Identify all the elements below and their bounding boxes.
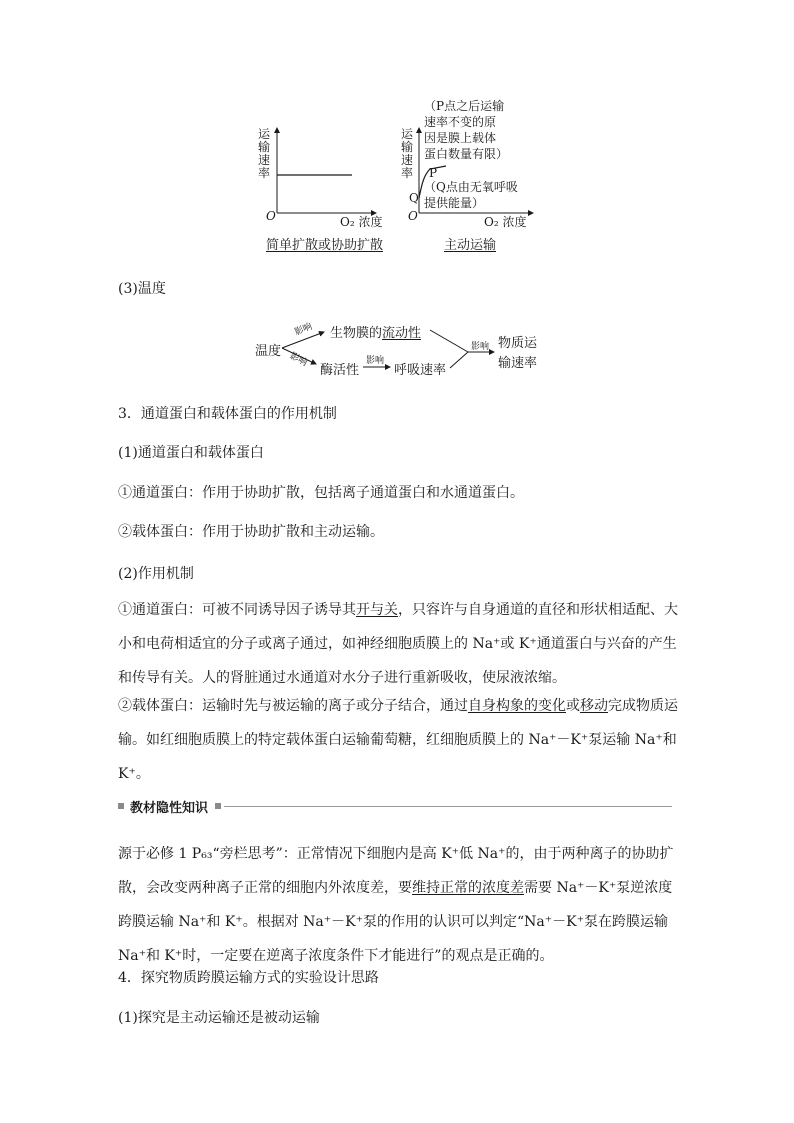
right-chart-caption: 主动运输 (444, 238, 497, 253)
right-chart-point-q: Q (409, 191, 419, 205)
section-temperature-title: (3)温度 (118, 281, 166, 297)
diagram-arrow-up-label: 影响 (293, 321, 314, 338)
paragraph-channel-protein-function: ①通道蛋白：作用于协助扩散，包括离子通道蛋白和水通道蛋白。 (118, 485, 524, 501)
diagram-respiration: 呼吸速率 (394, 363, 447, 378)
divider-right-square (215, 803, 221, 809)
arrow-respiration-to-result (450, 352, 468, 368)
diagram-enzyme: 酶活性 (320, 363, 360, 378)
heading-experiment-design: 4．探究物质跨膜运输方式的实验设计思路 (118, 970, 379, 986)
diagram-arrow-right-label: 影响 (471, 342, 490, 352)
heading-channel-carrier-mechanism: 3．通道蛋白和载体蛋白的作用机制 (118, 406, 337, 422)
right-chart-note-q: （Q点由无氧呼吸 提供能量） (424, 180, 518, 210)
diagram-temperature: 温度 (255, 344, 282, 359)
left-chart-y-label: 运输速率 (258, 127, 271, 180)
right-chart-x-label: O₂ 浓度 (484, 215, 527, 229)
left-chart-caption: 简单扩散或协助扩散 (266, 238, 384, 253)
right-chart-note-p: （P点之后运输 速率不变的原 因是膜上载体 蛋白数量有限） (424, 99, 509, 161)
right-chart-y-label: 运输速率 (401, 127, 414, 180)
diagram-result: 物质运 输速率 (498, 336, 538, 371)
subheading-channel-carrier: (1)通道蛋白和载体蛋白 (118, 445, 264, 461)
diagram-arrow-mid-label: 影响 (366, 356, 385, 366)
diagram-arrow-down-label: 影响 (288, 351, 309, 369)
divider-label: 教材隐性知识 (130, 801, 209, 816)
paragraph-hidden-knowledge: 源于必修 1 P₆₃“旁栏思考”：正常情况下细胞内是高 K⁺低 Na⁺的，由于两种离子的协助扩散，会改变两种离子正常的细胞内外浓度差，要维持正常的浓度差需要 Na⁺－K⁺泵逆浓度跨膜运输 Na⁺和 K⁺。根据对 Na⁺－K⁺泵的作用的认识可以判定“Na⁺－K⁺泵在跨膜运输 Na⁺和 K⁺时，一定要在逆离子浓度条件下才能进行”的观点是正确的。 (118, 846, 674, 964)
subheading-mechanism: (2)作用机制 (118, 566, 194, 582)
right-chart-origin: O (408, 209, 418, 223)
right-chart-point-p: P (429, 166, 438, 180)
left-chart-origin: O (266, 209, 276, 223)
arrow-membrane-to-result (430, 330, 468, 352)
paragraph-carrier-protein-mechanism: ②载体蛋白：运输时先与被运输的离子或分子结合，通过自身构象的变化或移动完成物质运输。如红细胞质膜上的特定载体蛋白运输葡萄糖，红细胞质膜上的 Na⁺－K⁺泵运输 Na⁺和 K⁺。 (118, 698, 678, 782)
divider-left-square (118, 803, 124, 809)
left-chart-x-label: O₂ 浓度 (340, 215, 383, 229)
paragraph-carrier-protein-function: ②载体蛋白：作用于协助扩散和主动运输。 (118, 524, 384, 540)
paragraph-channel-protein-mechanism: ①通道蛋白：可被不同诱导因子诱导其开与关，只容许与自身通道的直径和形状相适配、大小和电荷相适宜的分子或离子通过，如神经细胞质膜上的 Na⁺或 K⁺通道蛋白与兴奋的产生和传导有关。人的肾脏通过水通道对水分子进行重新吸收，使尿液浓缩。 (118, 602, 678, 686)
diagram-membrane: 生物膜的流动性 (330, 326, 422, 341)
subheading-active-or-passive: (1)探究是主动运输还是被动运输 (118, 1010, 320, 1026)
divider-line (224, 806, 672, 807)
